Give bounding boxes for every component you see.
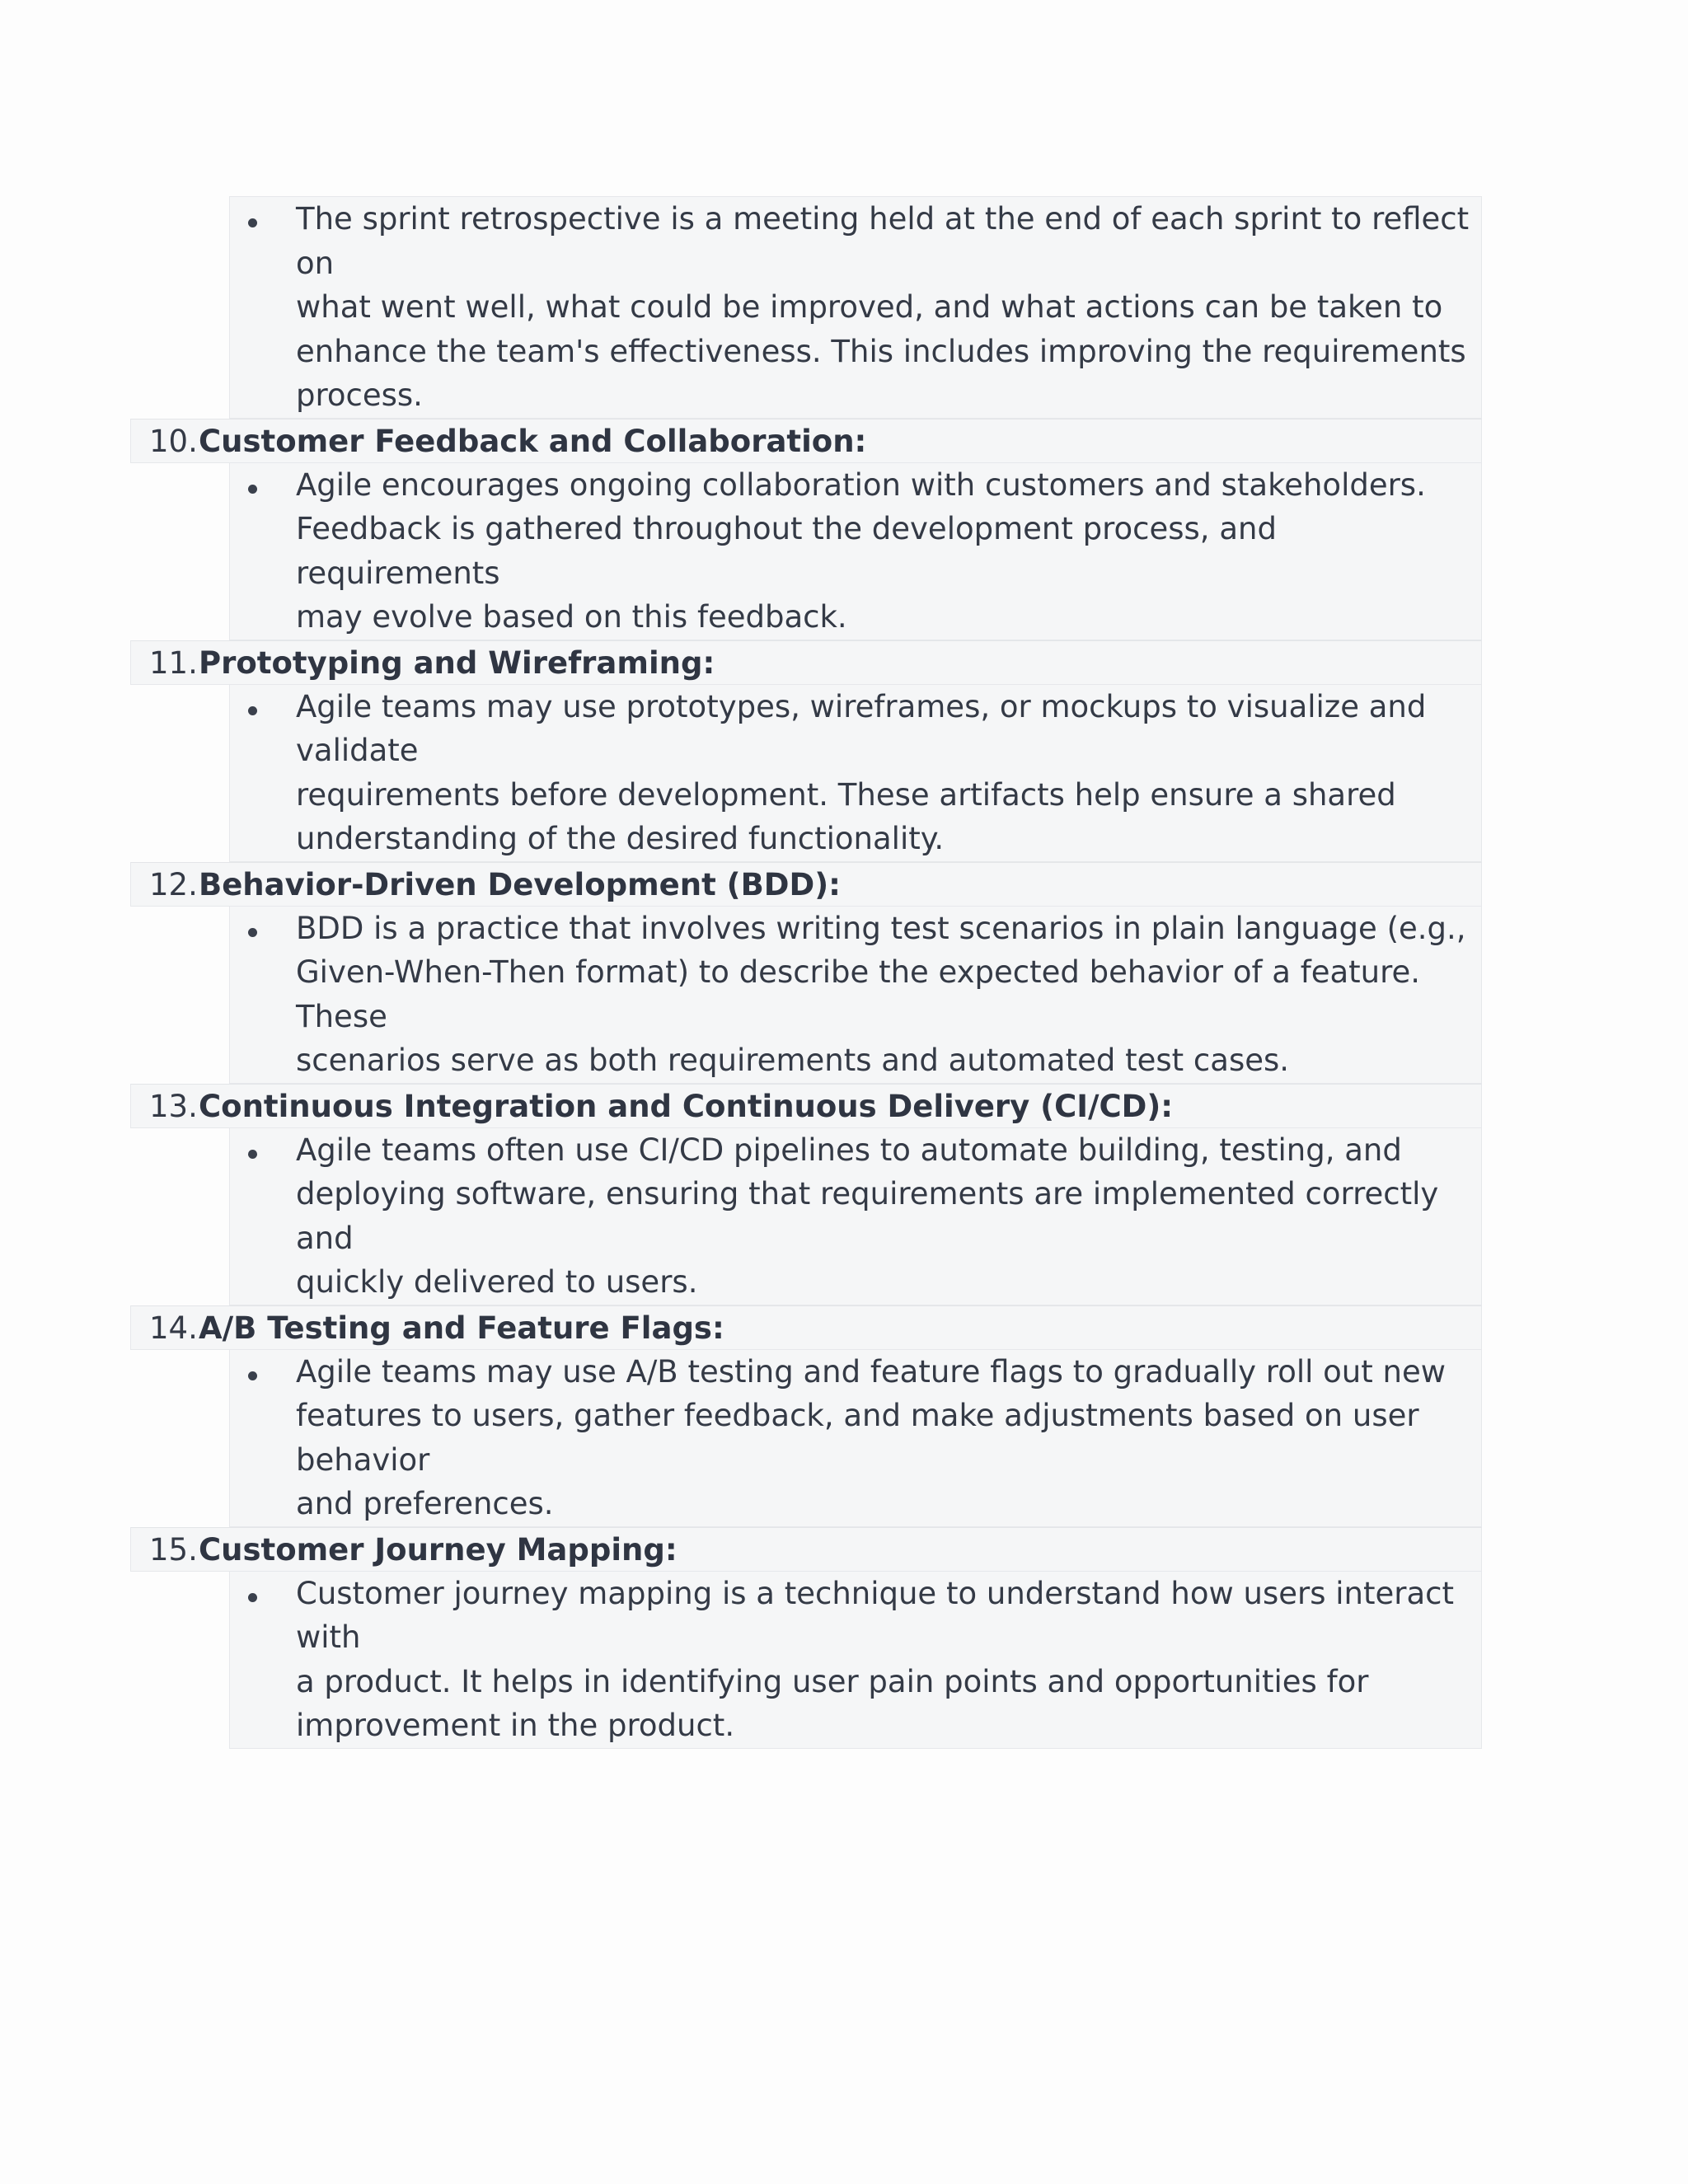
bullet-text: Customer journey mapping is a technique to understand how users interact with a product. It helps in identifying user pain points and opportunities for improvement in the product. bbox=[296, 1575, 1454, 1743]
list-item-title: Continuous Integration and Continuous Delivery (CI/CD): bbox=[199, 1088, 1174, 1124]
bullet-text: BDD is a practice that involves writing test scenarios in plain language (e.g., Given-When-Then format) to describe the expected behavior of a feature. These scenarios serve as both requirements and automated test cases. bbox=[296, 910, 1466, 1078]
bullet-icon bbox=[248, 706, 257, 715]
bullet-icon bbox=[248, 218, 257, 227]
list-item-number: 13. bbox=[149, 1088, 198, 1124]
list-item-bullet bbox=[229, 1128, 1482, 1305]
list-item-heading bbox=[130, 1305, 1482, 1350]
bullet-icon bbox=[248, 1371, 257, 1380]
list-item-heading bbox=[130, 1084, 1482, 1128]
list-item-title: Customer Feedback and Collaboration: bbox=[199, 423, 867, 459]
list-item-number: 14. bbox=[149, 1310, 198, 1346]
bullet-icon bbox=[248, 485, 257, 494]
list-item-number: 15. bbox=[149, 1531, 198, 1568]
list-item-title: Behavior-Driven Development (BDD): bbox=[199, 866, 841, 902]
bullet-text: Agile teams may use prototypes, wireframes, or mockups to visualize and validate requirements before development. These artifacts help ensure a shared understanding of the desired functionality. bbox=[296, 688, 1427, 856]
list-item-bullet bbox=[229, 196, 1482, 419]
agile-practices-list bbox=[130, 196, 1482, 1749]
list-item-heading bbox=[130, 640, 1482, 685]
list-item-heading bbox=[130, 862, 1482, 907]
list-item-title: Customer Journey Mapping: bbox=[199, 1531, 678, 1568]
list-item-bullet bbox=[229, 463, 1482, 640]
bullet-text: Agile encourages ongoing collaboration with customers and stakeholders. Feedback is gathered throughout the development process, and requirements may evolve based on this feedback. bbox=[296, 466, 1426, 635]
list-item-heading bbox=[130, 419, 1482, 463]
list-item-title: A/B Testing and Feature Flags: bbox=[199, 1310, 724, 1346]
list-item-bullet bbox=[229, 1572, 1482, 1749]
list-item-bullet bbox=[229, 1350, 1482, 1527]
bullet-icon bbox=[248, 1593, 257, 1602]
bullet-text: Agile teams often use CI/CD pipelines to automate building, testing, and deploying software, ensuring that requirements are implemented correctly and quickly delivered to users. bbox=[296, 1132, 1439, 1300]
list-item-bullet bbox=[229, 685, 1482, 862]
bullet-icon bbox=[248, 1150, 257, 1159]
list-item-number: 10. bbox=[149, 423, 198, 459]
list-item-title: Prototyping and Wireframing: bbox=[199, 644, 715, 681]
list-item-bullet bbox=[229, 907, 1482, 1084]
bullet-icon bbox=[248, 928, 257, 937]
list-item-heading bbox=[130, 1527, 1482, 1572]
bullet-text: Agile teams may use A/B testing and feature flags to gradually roll out new features to users, gather feedback, and make adjustments based on user behavior and preferences. bbox=[296, 1353, 1446, 1521]
list-item-number: 11. bbox=[149, 644, 198, 681]
list-item-number: 12. bbox=[149, 866, 198, 902]
bullet-text: The sprint retrospective is a meeting held at the end of each sprint to reflect on what went well, what could be improved, and what actions can be taken to enhance the team's effectiveness. This includes improving the requirements process. bbox=[296, 201, 1470, 413]
